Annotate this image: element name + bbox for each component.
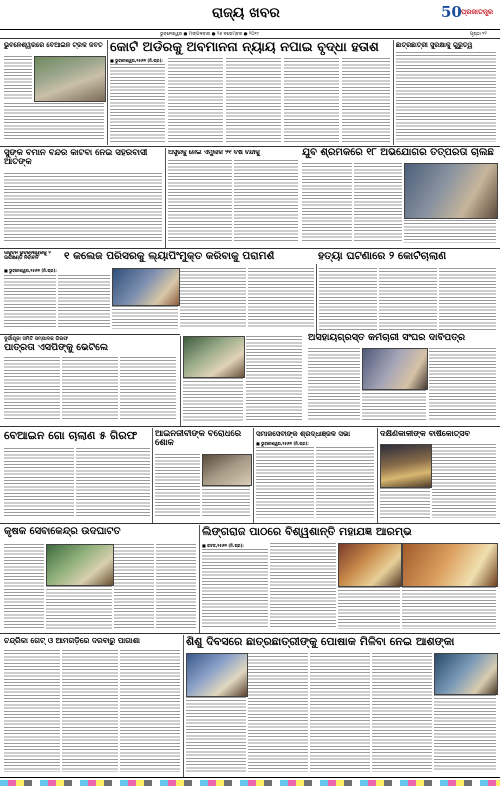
- dateline-rule: [0, 38, 500, 39]
- article-body: [62, 650, 118, 772]
- page-label: ପୃଷ୍ଠା ୧୨: [470, 32, 487, 37]
- row-rule: [0, 146, 500, 147]
- photo-truck: [34, 56, 106, 102]
- article-body: [402, 587, 496, 629]
- photo-condolence: [202, 454, 252, 486]
- section-title: ରାଜ୍ୟ ଖବର: [212, 6, 280, 21]
- article-body: [46, 586, 112, 629]
- row-rule: [0, 633, 500, 634]
- article-body: [372, 653, 432, 772]
- column-rule: [199, 525, 200, 633]
- headline-truck-seized: ଭୁବନେଶ୍ୱରରେ ବେଆଇନ ଟ୍ରକ ଜବତ: [4, 42, 103, 49]
- headline-airport: ସୁଙ୍କ ବିମାନ ବନ୍ଦର କାଟିବା ନେଇ ସହରବାସୀ ଆତଙ୍କ: [4, 149, 148, 167]
- row-rule: [0, 334, 180, 335]
- column-rule: [107, 40, 108, 145]
- headline-arms: ଅସ୍ତ୍ରକୁ ନେଇ ଏମ୍ପ୍ଲକ ୨୧ ବର୍ଷ ବନ୍ଦୀକୁ: [168, 150, 260, 156]
- headline-election: ଉଜୁବିନ ଭୁବନେଶ୍ୱରକୁ ୨ ଉପଖଣ୍ଡ ନିର୍ବାଚନ: [4, 251, 51, 262]
- headline-court-order: କୋର୍ଟ ଅର୍ଡରକୁ ଅବମାନନା ନ୍ୟାୟ ନପାଇ ବୃଦ୍ଧା ହତାଶ: [110, 41, 379, 55]
- article-body: [110, 64, 165, 142]
- article-body: [112, 306, 178, 329]
- dateline: ଭୁବନେଶ୍ୱର ● ମଙ୍ଗଳବାର ● ୨୬ ନଭେମ୍ବର ● ୨୦୧୯: [160, 32, 260, 37]
- byline: ■ ଭୁବନେଶ୍ୱର,୨୫ା୧୧ (ନି.ପ୍ର):: [4, 268, 57, 273]
- article-body: [362, 390, 426, 421]
- article-body: [4, 448, 74, 518]
- article-body: [4, 103, 104, 141]
- photo-temple: [380, 444, 432, 488]
- article-body: [404, 220, 496, 243]
- byline: ■ କଟକ,୨୫ା୧୧ (ନି.ପ୍ର):: [202, 543, 244, 548]
- byline: ■ ଭୁବନେଶ୍ୱର,୨୫ା୧୧ (ନି.ପ୍ର):: [256, 441, 309, 446]
- brand-logo: [441, 3, 497, 25]
- logo-number: 50: [441, 3, 462, 21]
- column-rule: [183, 635, 184, 777]
- headline-dakshinakali: ଦକ୍ଷିଣକାଳୀଙ୍କ ବାର୍ଷିକୋତ୍ସବ: [380, 430, 470, 438]
- article-body: [4, 357, 60, 421]
- article-body: [248, 653, 308, 772]
- photo-college: [112, 268, 180, 306]
- photo-farmers: [46, 544, 114, 586]
- article-body: [168, 160, 232, 242]
- headline-student-safety: ଛାତ୍ରଛାତ୍ରୀ ସୁରକ୍ଷାକୁ ଗୁରୁତ୍ୱ: [396, 42, 473, 49]
- article-body: [4, 56, 32, 100]
- photo-yagna: [338, 543, 402, 587]
- headline-tribute-meeting: ସମାଜସେବୀଙ୍କ ଶ୍ରଦ୍ଧାଞ୍ଜଳି ସଭା: [256, 431, 351, 438]
- article-body: [310, 653, 370, 772]
- article-body: [319, 268, 377, 330]
- row-rule: [0, 426, 500, 427]
- article-body: [186, 697, 246, 772]
- row-rule: [0, 248, 500, 249]
- article-body: [308, 348, 360, 421]
- masthead: [0, 0, 500, 28]
- article-body: [4, 650, 60, 772]
- headline-farmer-center: କୃଷକ ସେବାକେନ୍ଦ୍ର ଉଦଘାଟିତ: [4, 527, 121, 537]
- article-body: [226, 58, 281, 142]
- byline: ■ ଭୁବନେଶ୍ୱର,୨୫ା୧୧ (ନି.ପ୍ର):: [110, 58, 163, 63]
- article-body: [120, 650, 180, 772]
- photo-uniforms: [434, 653, 498, 695]
- article-body: [202, 549, 268, 629]
- article-body: [338, 587, 400, 629]
- headline-college-ragging: ୧ କଲେଜ ପରିସରକୁ ଲ୍ୟାପିଂମୁକ୍ତ କରିବାକୁ ପରାମର୍ଶ: [64, 251, 275, 262]
- article-body: [302, 163, 352, 243]
- article-body: [183, 378, 243, 421]
- headline-employees-union: ଅସହାୟଗ୍ରସ୍ତ କର୍ମଚାରୀ ସଂଘର ଦାବିପତ୍ର: [308, 333, 466, 343]
- kicker-durga-puja: ଦୁର୍ଗାପୂଜା ସମିତି ସମ୍ପାଦକ ଗିରଫ: [4, 336, 68, 342]
- column-rule: [377, 428, 378, 523]
- article-body: [156, 544, 196, 629]
- article-body: [379, 268, 437, 330]
- column-rule: [180, 336, 181, 426]
- article-body: [354, 163, 402, 243]
- article-body: [4, 173, 162, 243]
- headline-childrens-day: ଶିଶୁ ଦିବସରେ ଛାତ୍ରଛାତ୍ରୀଙ୍କୁ ପୋଷାକ ମିଳିବା ନେଇ ଆଶଙ୍କା: [186, 636, 455, 648]
- column-rule: [316, 264, 317, 336]
- column-rule: [253, 428, 254, 523]
- article-body: [256, 447, 314, 518]
- article-body: [270, 543, 336, 629]
- photo-priests: [402, 543, 498, 587]
- headline-sp-meeting: ପାତ୍ରତା ଏସପିଙ୍କୁ ଭେଟିଲେ: [4, 343, 109, 353]
- article-body: [4, 544, 44, 629]
- article-body: [342, 58, 390, 142]
- article-body: [4, 275, 56, 329]
- article-body: [429, 348, 496, 421]
- article-body: [58, 275, 110, 329]
- photo-union: [362, 348, 428, 390]
- article-body: [248, 268, 314, 329]
- article-body: [284, 58, 339, 142]
- masthead-rule: [0, 29, 500, 30]
- column-rule: [165, 148, 166, 248]
- bottom-rule: [0, 777, 500, 778]
- article-body: [62, 357, 118, 421]
- color-registration-strip: [0, 780, 500, 786]
- article-body: [114, 544, 154, 629]
- photo-officials: [183, 336, 245, 378]
- column-rule: [152, 428, 153, 523]
- article-body: [396, 52, 496, 142]
- article-body: [434, 695, 496, 772]
- headline-lawyer-condolence: ଆଇନଜୀବୀଙ୍କ ବିରୋଧରେ ଶୋକ: [155, 430, 242, 448]
- headline-murder: ହତ୍ୟା ଘଟଣାରେ ୨ କୋର୍ଟଚାଲାଣ: [318, 251, 447, 262]
- headline-chandrika-gate: ଚନ୍ଦ୍ରିକା ଗେଟ୍ ଓ ଆମଗଡ଼ିରେ ଦରବାରୁ ପାଗାଶା: [4, 637, 140, 645]
- headline-youth-worker: ଯୁବ ଶ୍ରମିକରେ ୧୮ ଅଭିଯୋଗର ତତ୍ପରତା ଚାଲିଛି: [302, 148, 494, 158]
- photo-students: [186, 653, 248, 697]
- logo-text: ପ୍ରଜାତନ୍ତ୍ର: [461, 8, 494, 16]
- article-body: [234, 160, 298, 242]
- article-body: [76, 448, 150, 518]
- photo-meeting: [404, 163, 498, 219]
- article-body: [380, 488, 430, 518]
- headline-lingaraj-yagna: ଲିଙ୍ଗରାଜ ପାଠରେ ବିଶ୍ୱଶାନ୍ତି ମହାଯଜ୍ଞ ଆରମ୍ଭ: [202, 526, 412, 538]
- article-body: [168, 58, 223, 142]
- article-body: [180, 268, 246, 329]
- article-body: [202, 486, 250, 518]
- headline-cattle-smuggling: ବେଆଇନ ଗୋ ଚାଲାଣ ୫ ଗିରଫ: [4, 430, 138, 442]
- row-rule: [0, 523, 500, 524]
- article-body: [155, 454, 200, 518]
- article-body: [432, 444, 496, 518]
- article-body: [246, 336, 302, 421]
- column-rule: [393, 40, 394, 145]
- article-body: [120, 357, 176, 421]
- article-body: [439, 268, 496, 330]
- article-body: [316, 447, 374, 518]
